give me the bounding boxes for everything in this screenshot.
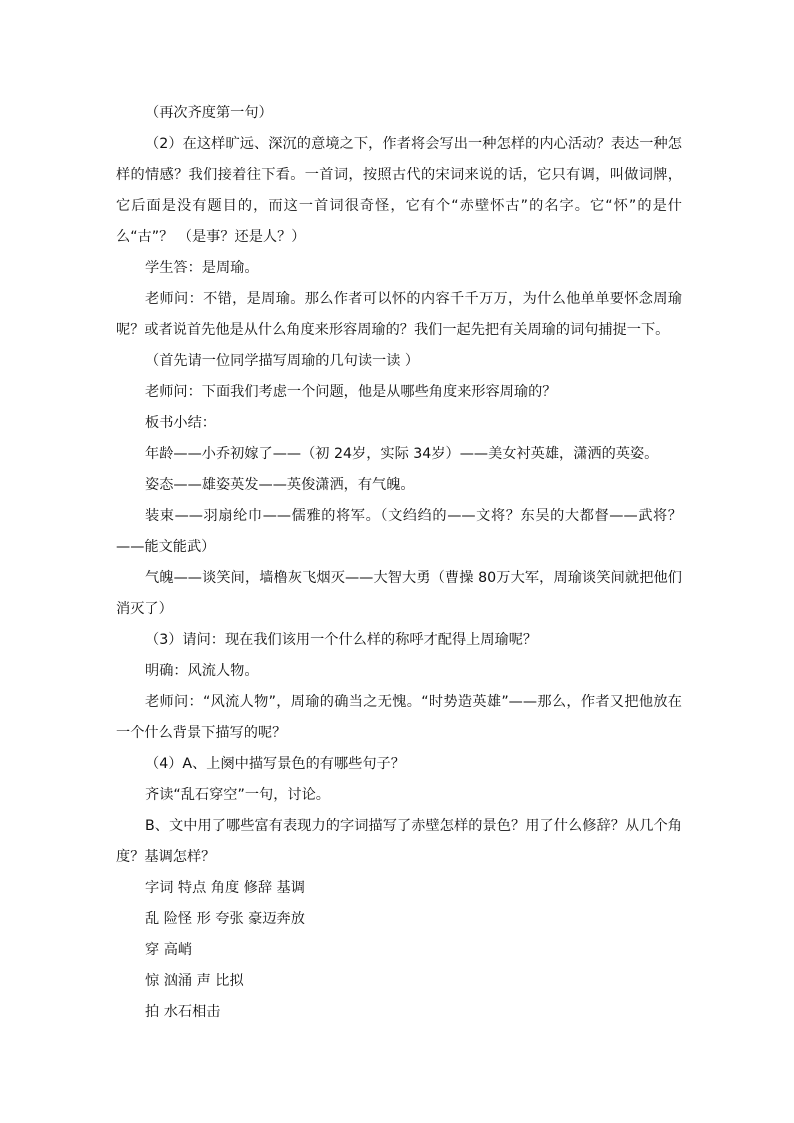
paragraph-6: 老师问：下面我们考虑一个问题，他是从哪些角度来形容周瑜的？ <box>145 384 557 400</box>
paragraph-5: （首先请一位同学描写周瑜的几句读一读 ） <box>145 353 420 369</box>
paragraph-3: 学生答：是周瑜。 <box>145 260 259 276</box>
document-page <box>116 98 682 1028</box>
paragraph-14: 老师问：“风流人物”，周瑜的确当之无愧。“时势造英雄”——那么，作者又把他放在一个什么背景下描写的呢？ <box>116 694 682 741</box>
paragraph-13: 明确：风流人物。 <box>145 663 259 679</box>
paragraph-16: 齐读“乱石穿空”一句，讨论。 <box>145 787 330 803</box>
paragraph-9: 姿态——雄姿英发——英俊潇洒，有气魄。 <box>145 477 415 493</box>
paragraph-8: 年龄——小乔初嫁了——（初 24岁，实际 34岁）——美女衬英雄，潇洒的英姿。 <box>145 446 659 462</box>
paragraph-4: 老师问：不错，是周瑜。那么作者可以怀的内容千千万万，为什么他单单要怀念周瑜呢？或者说首先他是从什么角度来形容周瑜的？我们一起先把有关周瑜的词句捕捉一下。 <box>116 291 682 338</box>
paragraph-19: 乱 险怪 形 夸张 豪迈奔放 <box>145 911 305 927</box>
paragraph-17: B、文中用了哪些富有表现力的字词描写了赤壁怎样的景色？用了什么修辞？从几个角度？基调怎样？ <box>116 818 682 865</box>
paragraph-15: （4）A、上阕中描写景色的有哪些句子？ <box>145 756 405 772</box>
paragraph-10: 装束——羽扇纶巾——儒雅的将军。（文绉绉的——文将？东吴的大都督——武将？——能文能武） <box>116 508 682 555</box>
paragraph-11: 气魄——谈笑间，墙橹灰飞烟灭——大智大勇（曹操 80万大军，周瑜谈笑间就把他们消灭了） <box>116 570 682 617</box>
paragraph-7: 板书小结： <box>145 415 216 431</box>
paragraph-1: （再次齐度第一句） <box>145 105 273 121</box>
paragraph-21: 惊 汹涌 声 比拟 <box>145 973 244 989</box>
paragraph-20: 穿 高峭 <box>145 942 193 958</box>
paragraph-22: 拍 水石相击 <box>145 1004 221 1020</box>
paragraph-18: 字词 特点 角度 修辞 基调 <box>145 880 305 896</box>
paragraph-12: （3）请问：现在我们该用一个什么样的称呼才配得上周瑜呢？ <box>145 632 538 648</box>
paragraph-2: （2）在这样旷远、深沉的意境之下，作者将会写出一种怎样的内心活动？表达一种怎样的情感？我们接着往下看。一首词，按照古代的宋词来说的话，它只有调，叫做词牌，它后面是没有题目的，而这一首词很奇怪，它有个“赤壁怀古”的名字。它“怀”的是什么“古”？ （是事？还是人？） <box>116 136 682 245</box>
